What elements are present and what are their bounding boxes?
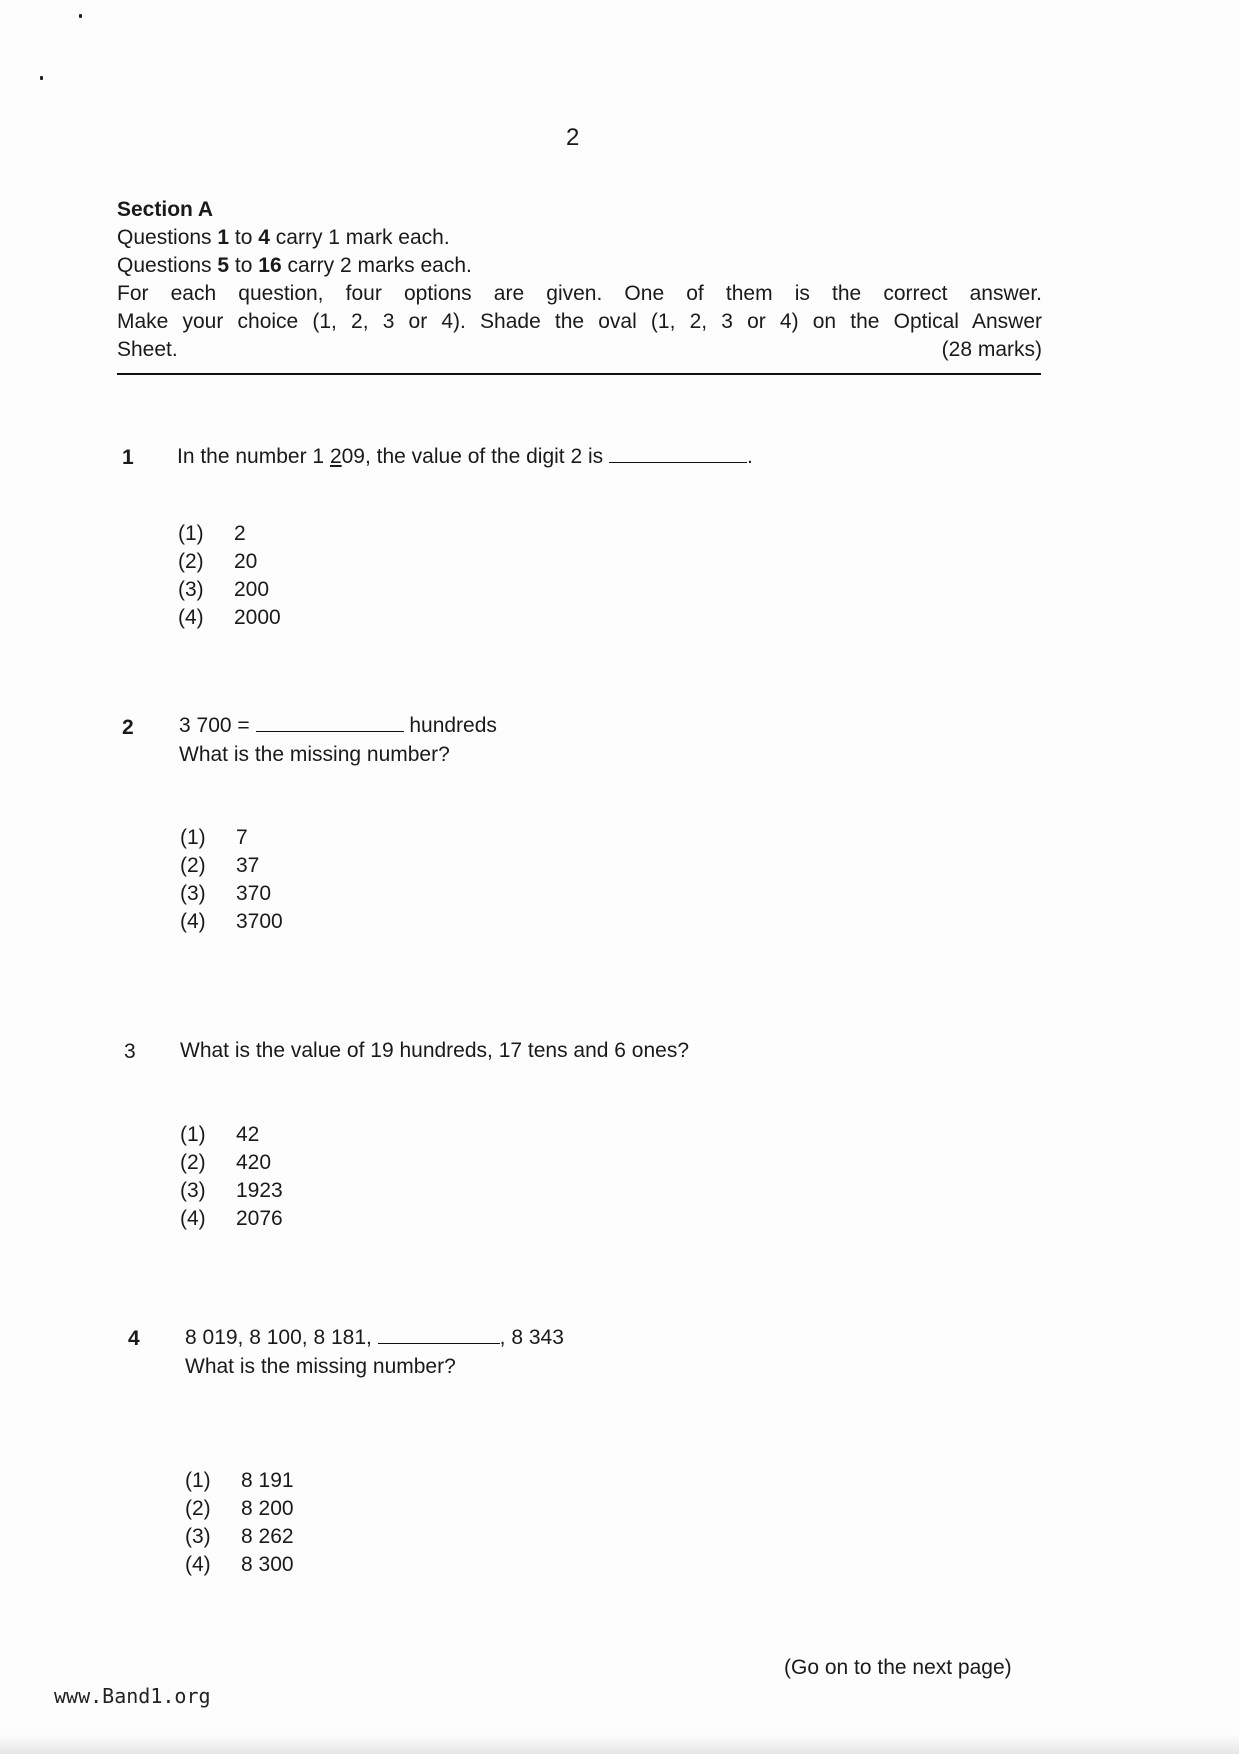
options-list: [178, 520, 281, 632]
option: (4) 8 300: [185, 1553, 294, 1576]
option: (3) 200: [178, 578, 270, 601]
option: (4) 3700: [180, 910, 283, 933]
question-text: 3 700 = hundreds What is the missing number?: [179, 711, 497, 769]
instruction-line-3: For each question, four options are given. One of them is the correct answer.: [117, 282, 1042, 305]
section-title: Section A: [117, 198, 214, 221]
option: (4) 2076: [180, 1207, 283, 1230]
scan-speck: [40, 76, 43, 80]
answer-blank: [256, 713, 404, 732]
answer-blank: [378, 1325, 500, 1344]
question-number: 4: [128, 1327, 140, 1350]
options-list: [185, 1467, 294, 1579]
option: (1) 7: [180, 826, 248, 849]
question-number: 1: [122, 446, 134, 469]
options-list: [180, 1121, 283, 1233]
section-divider: [117, 373, 1041, 375]
option: (2) 20: [178, 550, 258, 573]
instruction-line-2: Questions 5 to 16 carry 2 marks each.: [117, 254, 472, 277]
question-number: 2: [122, 716, 134, 739]
option: (1) 2: [178, 522, 246, 545]
answer-blank: [609, 444, 747, 463]
option: (4) 2000: [178, 606, 281, 629]
option: (1) 8 191: [185, 1469, 294, 1492]
instruction-line-4: Make your choice (1, 2, 3 or 4). Shade the oval (1, 2, 3 or 4) on the Optical Answer: [117, 310, 1042, 333]
question-number: 3: [124, 1040, 136, 1063]
option: (2) 37: [180, 854, 260, 877]
instruction-line-5: [117, 336, 1042, 364]
option: (2) 420: [180, 1151, 272, 1174]
underlined-digit: 2: [329, 445, 342, 468]
options-list: [180, 824, 283, 936]
option: (3) 370: [180, 882, 272, 905]
page-number: 2: [566, 124, 580, 151]
question-text: 8 019, 8 100, 8 181, , 8 343 What is the missing number?: [185, 1323, 564, 1381]
watermark-url: www.Band1.org: [54, 1684, 211, 1708]
scan-speck: [79, 14, 82, 18]
instruction-line-1: Questions 1 to 4 carry 1 mark each.: [117, 226, 450, 249]
go-on-next-page-note: (Go on to the next page): [784, 1656, 1012, 1679]
option: (3) 1923: [180, 1179, 283, 1202]
option: (1) 42: [180, 1123, 260, 1146]
option: (2) 8 200: [185, 1497, 294, 1520]
question-text: In the number 1 209, the value of the digit 2 is .: [177, 445, 753, 468]
question-subtext: What is the missing number?: [185, 1355, 456, 1378]
instruction-sheet-word: Sheet.: [117, 338, 178, 361]
question-text: What is the value of 19 hundreds, 17 tens and 6 ones?: [180, 1039, 690, 1062]
section-instructions: [117, 196, 1042, 364]
question-subtext: What is the missing number?: [179, 743, 450, 766]
option: (3) 8 262: [185, 1525, 294, 1548]
scan-edge-shadow: [0, 1734, 1239, 1754]
section-marks: (28 marks): [941, 338, 1042, 361]
